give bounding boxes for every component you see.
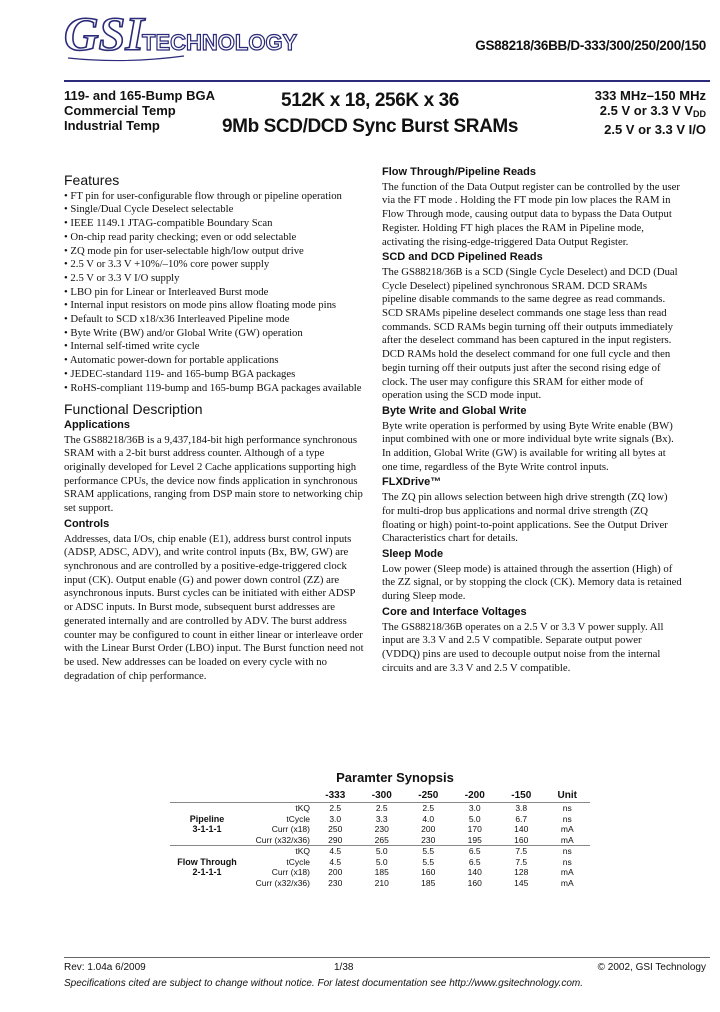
title-line-1: 512K x 18, 256K x 36 (281, 90, 459, 111)
table-cell: 230 (374, 824, 389, 835)
right-column (382, 164, 682, 677)
applications-text: The GS88218/36B is a 9,437,184-bit high performance synchronous SRAM with a 2-bit burst address counter. Although of a type originally developed for Level 2 Cache applications supporting high performance CPUs, the device now finds application in synchronous SRAM applications, ranging from DSP main store to networking chip set support. (64, 433, 363, 515)
table-cell: 145 (514, 877, 529, 888)
part-number: GS88218/36BB/D-333/300/250/200/150 (475, 38, 706, 53)
feature-item: • Byte Write (BW) and/or Global Write (GW) operation (64, 327, 364, 341)
vdd-spec (595, 103, 706, 122)
scd-dcd-text: The GS88218/36B is a SCD (Single Cycle Deselect) and DCD (Dual Cycle Deselect) pipelined synchronous SRAM. DCD SRAMs pipeline disable commands to the same degree as read commands. SCD SRAMs pipeline deselect commands one stage less than read commands. SCD RAMs begin turning off their outputs immediately after the deselect command has been captured in the input registers. DCD RAMs hold the deselect command for one full cycle and then begin turning off their outputs just after the second rising edge of clock. The user may configure this SRAM for either mode of operation using the SCD mode input. (382, 265, 678, 402)
table-cell: 128 (514, 867, 529, 878)
table-cell: 4.5 (329, 856, 342, 867)
table-cell: 210 (374, 877, 389, 888)
table-cell: 140 (467, 867, 482, 878)
table-cell: 6.5 (468, 846, 481, 857)
table-cell: 2.5 (329, 803, 342, 814)
group-label (170, 803, 244, 814)
sleep-mode-heading: Sleep Mode (382, 547, 444, 560)
row-label: tCycle (286, 813, 310, 824)
package-line: 119- and 165-Bump BGA (64, 88, 215, 103)
table-cell: 160 (421, 867, 436, 878)
feature-item: • JEDEC-standard 119- and 165-bump BGA packages (64, 368, 364, 382)
table-cell: ns (562, 803, 572, 814)
row-label: tKQ (295, 846, 310, 857)
column-header: -200 (452, 789, 499, 803)
feature-item: • Internal self-timed write cycle (64, 340, 364, 354)
feature-item: • FT pin for user-configurable flow through or pipeline operation (64, 190, 364, 204)
parameter-synopsis (170, 770, 590, 888)
table-cell: 170 (467, 824, 482, 835)
vdd-subscript: DD (693, 109, 706, 119)
table-cell: 195 (467, 834, 482, 845)
table-cell: 200 (421, 824, 436, 835)
temp-line-industrial: Industrial Temp (64, 118, 160, 133)
table-cell: 6.5 (468, 856, 481, 867)
feature-item: • Default to SCD x18/x36 Interleaved Pipeline mode (64, 313, 364, 327)
flxdrive-text: The ZQ pin allows selection between high drive strength (ZQ low) for multi-drop bus applications and normal drive strength (ZQ floating or high) point-to-point applications. See the Output Driver Characteristics chart for details. (382, 491, 668, 545)
table-cell: 140 (514, 824, 529, 835)
table-cell: 230 (421, 834, 436, 845)
table-cell: 290 (328, 834, 343, 845)
table-cell: 160 (467, 877, 482, 888)
table-cell: 5.0 (375, 856, 388, 867)
applications-heading: Applications (64, 418, 131, 431)
feature-item: • Internal input resistors on mode pins allow floating mode pins (64, 299, 364, 313)
group-label: 3-1-1-1 (192, 824, 222, 835)
table-header-blank (170, 789, 244, 803)
logo-gsi-letters: GSI (64, 8, 145, 61)
controls-text: Addresses, data I/Os, chip enable (E1), address burst control inputs (ADSP, ADSC, ADV), and write control inputs (Bx, BW, GW) are synchronous and are controlled by a positive-edge-triggered clock input (CK). Output enable (G) and power down control (ZZ) are asynchronous inputs. Burst cycles can be initiated with either ADSP or ADSC inputs. In Burst mode, subsequent burst addresses are generated internally and are controlled by ADV. The burst address counter may be configured to count in either linear or interleave order with the Linear Burst Order (LBO) input. The Burst function need not be used. New addresses can be loaded on every cycle with no degradation of chip performance. (64, 532, 364, 682)
controls-heading: Controls (64, 517, 110, 530)
feature-item: • IEEE 1149.1 JTAG-compatible Boundary Scan (64, 217, 364, 231)
parameter-table (170, 789, 590, 888)
table-cell: 250 (328, 824, 343, 835)
row-label: tKQ (295, 803, 310, 814)
spec-summary (595, 88, 706, 137)
revision: Rev: 1.04a 6/2009 (64, 962, 146, 973)
group-label: 2-1-1-1 (192, 867, 222, 878)
row-label: Curr (x18) (271, 867, 310, 878)
feature-item: • On-chip read parity checking; even or odd selectable (64, 231, 364, 245)
table-cell: ns (562, 856, 572, 867)
flow-through-text: The function of the Data Output register can be controlled by the user via the FT mode . Holding the FT mode pin low places the RAM in Flow Through mode, causing output data to bypass the Data Output Register. Holding FT high places the RAM in Pipeline mode, activating the rising-edge-triggered Data Output Register. (382, 180, 680, 248)
gsi-logo (64, 6, 298, 66)
table-row (170, 867, 590, 878)
table-cell: mA (560, 824, 574, 835)
column-header: -333 (312, 789, 359, 803)
table-cell: 265 (374, 834, 389, 845)
table-cell: 3.3 (375, 813, 388, 824)
table-cell: 185 (421, 877, 436, 888)
copyright: © 2002, GSI Technology (597, 962, 706, 973)
feature-item: • ZQ mode pin for user-selectable high/low output drive (64, 245, 364, 259)
table-cell: 185 (374, 867, 389, 878)
io-spec: 2.5 V or 3.3 V I/O (604, 122, 706, 137)
feature-item: • 2.5 V or 3.3 V I/O supply (64, 272, 364, 286)
group-label: Pipeline (189, 813, 225, 824)
row-label: Curr (x18) (271, 824, 310, 835)
table-cell: 2.5 (422, 803, 435, 814)
table-cell: 4.0 (422, 813, 435, 824)
table-cell: 160 (514, 834, 529, 845)
footer-rule (64, 957, 710, 958)
table-cell: 3.0 (329, 813, 342, 824)
table-body (170, 803, 590, 889)
flow-through-heading: Flow Through/Pipeline Reads (382, 166, 537, 178)
table-cell: 6.7 (515, 813, 528, 824)
table-header-row (170, 789, 590, 803)
table-cell: 7.5 (515, 856, 528, 867)
table-cell: ns (562, 813, 572, 824)
column-header: -250 (405, 789, 452, 803)
table-row (170, 846, 590, 857)
table-cell: 4.5 (329, 846, 342, 857)
core-voltages-text: The GS88218/36B operates on a 2.5 V or 3.3 V power supply. All input are 3.3 V and 2.5 V compatible. Separate output power (VDDQ) pins are used to decouple output noise from the internal circuits and are 3.3 V and 2.5 V compatible. (382, 620, 664, 674)
table-row (170, 835, 590, 846)
temp-line-commercial: Commercial Temp (64, 103, 176, 118)
frequency-range: 333 MHz–150 MHz (594, 88, 706, 103)
table-cell: 5.0 (375, 846, 388, 857)
table-cell: 230 (328, 877, 343, 888)
title-line-2: 9Mb SCD/DCD Sync Burst SRAMs (221, 116, 518, 137)
table-cell: 2.5 (375, 803, 388, 814)
column-header: -150 (498, 789, 545, 803)
table-cell: 3.8 (515, 803, 528, 814)
row-label: Curr (x32/x36) (255, 834, 310, 845)
group-label (170, 878, 244, 889)
table-cell: 3.0 (468, 803, 481, 814)
table-cell: 5.5 (422, 856, 435, 867)
table-header-blank (244, 789, 312, 803)
features-heading: Features (64, 172, 120, 188)
functional-description-heading: Functional Description (64, 401, 203, 418)
table-row (170, 814, 590, 825)
vdd-spec-text: 2.5 V or 3.3 V V (599, 103, 693, 118)
core-voltages-heading: Core and Interface Voltages (382, 605, 527, 618)
feature-item: • 2.5 V or 3.3 V +10%/–10% core power supply (64, 258, 364, 272)
feature-item: • RoHS-compliant 119-bump and 165-bump BGA packages available (64, 382, 364, 396)
logo-technology-word: TECHNOLOGY (142, 30, 298, 55)
disclaimer-note: Specifications cited are subject to change without notice. For latest documentation see http://www.gsitechnology.com. (64, 978, 583, 989)
table-cell: mA (560, 867, 574, 878)
features-list (64, 190, 364, 396)
table-cell: ns (562, 846, 572, 857)
row-label: Curr (x32/x36) (255, 877, 310, 888)
column-header: Unit (545, 789, 591, 803)
table-cell: 7.5 (515, 846, 528, 857)
table-cell: 200 (328, 867, 343, 878)
group-label (170, 846, 244, 857)
left-column (64, 170, 364, 685)
table-row (170, 857, 590, 868)
feature-item: • Single/Dual Cycle Deselect selectable (64, 203, 364, 217)
table-row (170, 878, 590, 889)
feature-item: • Automatic power-down for portable applications (64, 354, 364, 368)
table-row (170, 803, 590, 814)
table-cell: mA (560, 877, 574, 888)
table-cell: 5.5 (422, 846, 435, 857)
package-info (64, 88, 215, 133)
scd-dcd-heading: SCD and DCD Pipelined Reads (382, 251, 543, 264)
table-cell: mA (560, 834, 574, 845)
byte-write-heading: Byte Write and Global Write (382, 404, 527, 417)
flxdrive-heading: FLXDrive™ (382, 476, 442, 489)
header-rule (64, 80, 710, 82)
product-title (220, 88, 520, 140)
table-title: Paramter Synopsis (336, 770, 454, 785)
table-row (170, 824, 590, 835)
logo-graphic (64, 6, 298, 66)
group-label: Flow Through (177, 856, 237, 867)
table-cell: 5.0 (468, 813, 481, 824)
row-label: tCycle (286, 856, 310, 867)
column-header: -300 (359, 789, 406, 803)
byte-write-text: Byte write operation is performed by using Byte Write enable (BW) input combined with one or more individual byte write signals (Bx). In addition, Global Write (GW) is available for writing all bytes at one time, regardless of the Byte Write control inputs. (382, 419, 674, 473)
page-number: 1/38 (334, 962, 354, 973)
feature-item: • LBO pin for Linear or Interleaved Burst mode (64, 286, 364, 300)
sleep-mode-text: Low power (Sleep mode) is attained through the assertion (High) of the ZZ signal, or by stopping the clock (CK). Memory data is retained during Sleep mode. (382, 562, 682, 603)
group-label (170, 835, 244, 846)
